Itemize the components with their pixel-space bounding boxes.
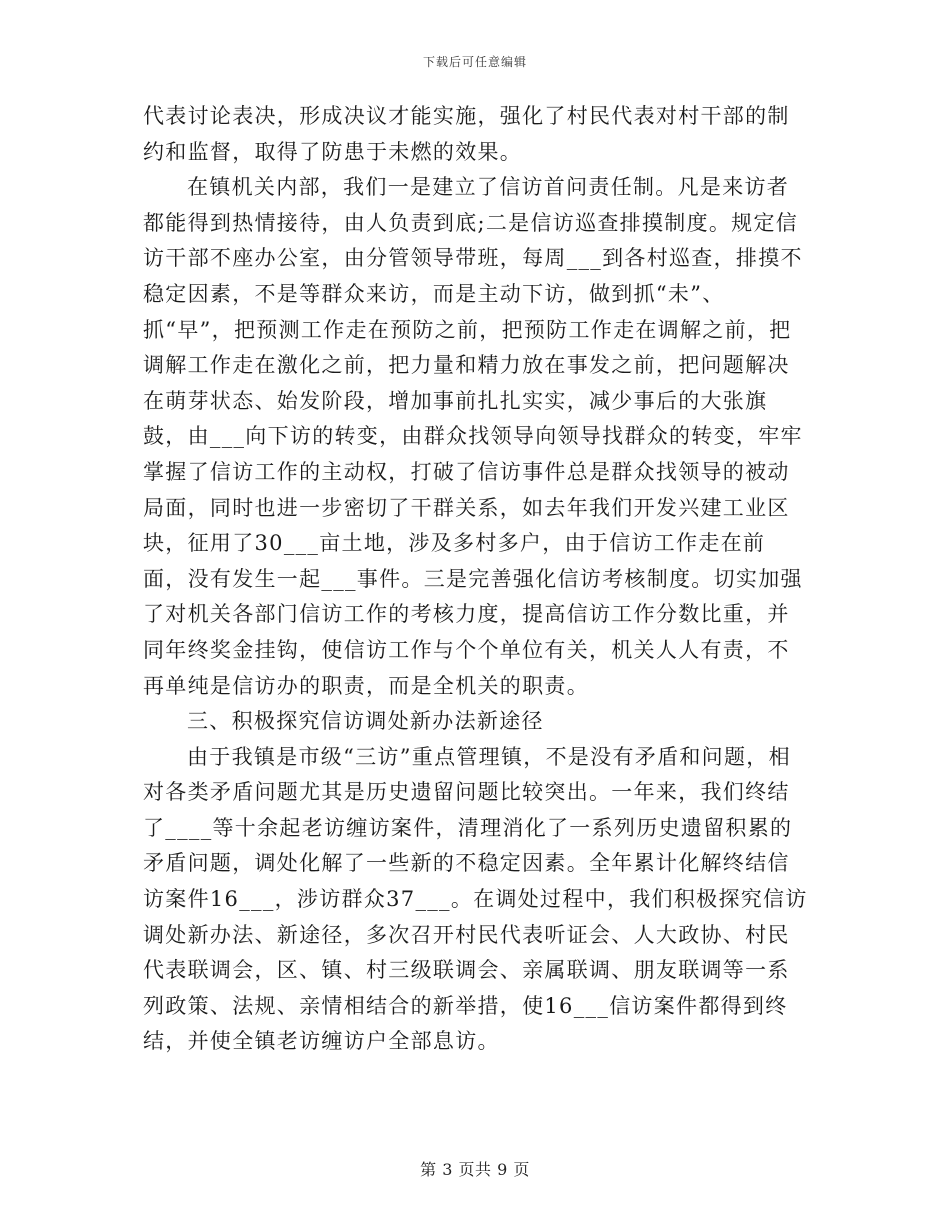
paragraph-continuation: 代表讨论表决，形成决议才能实施，强化了村民代表对村干部的制约和监督，取得了防患于未燃的效果。 <box>143 104 790 164</box>
paragraph-internal-mechanisms: 在镇机关内部，我们一是建立了信访首问责任制。凡是来访者都能得到热情接待，由人负责到底;二是信访巡查排摸制度。规定信访干部不座办公室，由分管领导带班，每周___到各村巡查，排摸不稳定因素，不是等群众来访，而是主动下访，做到抓“未”、抓“早”，把预测工作走在预防之前，把预防工作走在调解之前，把调解工作走在激化之前，把力量和精力放在事发之前，把问题解决在萌芽状态、始发阶段，增加事前扎扎实实，减少事后的大张旗鼓，由___向下访的转变，由群众找领导向领导找群众的转变，牢牢掌握了信访工作的主动权，打破了信访事件总是群众找领导的被动局面，同时也进一步密切了干群关系，如去年我们开发兴建工业区块，征用了30___亩土地，涉及多村多户，由于信访工作走在前面，没有发生一起___事件。三是完善强化信访考核制度。切实加强了对机关各部门信访工作的考核力度，提高信访工作分数比重，并同年终奖金挂钩，使信访工作与个个单位有关，机关人人有责，不再单纯是信访办的职责，而是全机关的职责。 <box>143 175 803 698</box>
page-footer: 第 3 页共 9 页 <box>420 1160 530 1179</box>
section-heading: 三、积极探究信访调处新办法新途径 <box>187 709 544 734</box>
paragraph-new-methods: 由于我镇是市级“三访”重点管理镇，不是没有矛盾和问题，相对各类矛盾问题尤其是历史遗留问题比较突出。一年来，我们终结了____等十余起老访缠访案件，清理消化了一系列历史遗留积累的矛盾问题，调处化解了一些新的不稳定因素。全年累计化解终结信访案件16___，涉访群众37___。在调处过程中，我们积极探究信访调处新办法、新途径，多次召开村民代表听证会、人大政协、村民代表联调会，区、镇、村三级联调会、亲属联调、朋友联调等一系列政策、法规、亲情相结合的新举措，使16___信访案件都得到终结，并使全镇老访缠访户全部息访。 <box>143 744 808 1054</box>
page-header: 下载后可任意编辑 <box>422 55 527 69</box>
document-body <box>143 99 809 1060</box>
